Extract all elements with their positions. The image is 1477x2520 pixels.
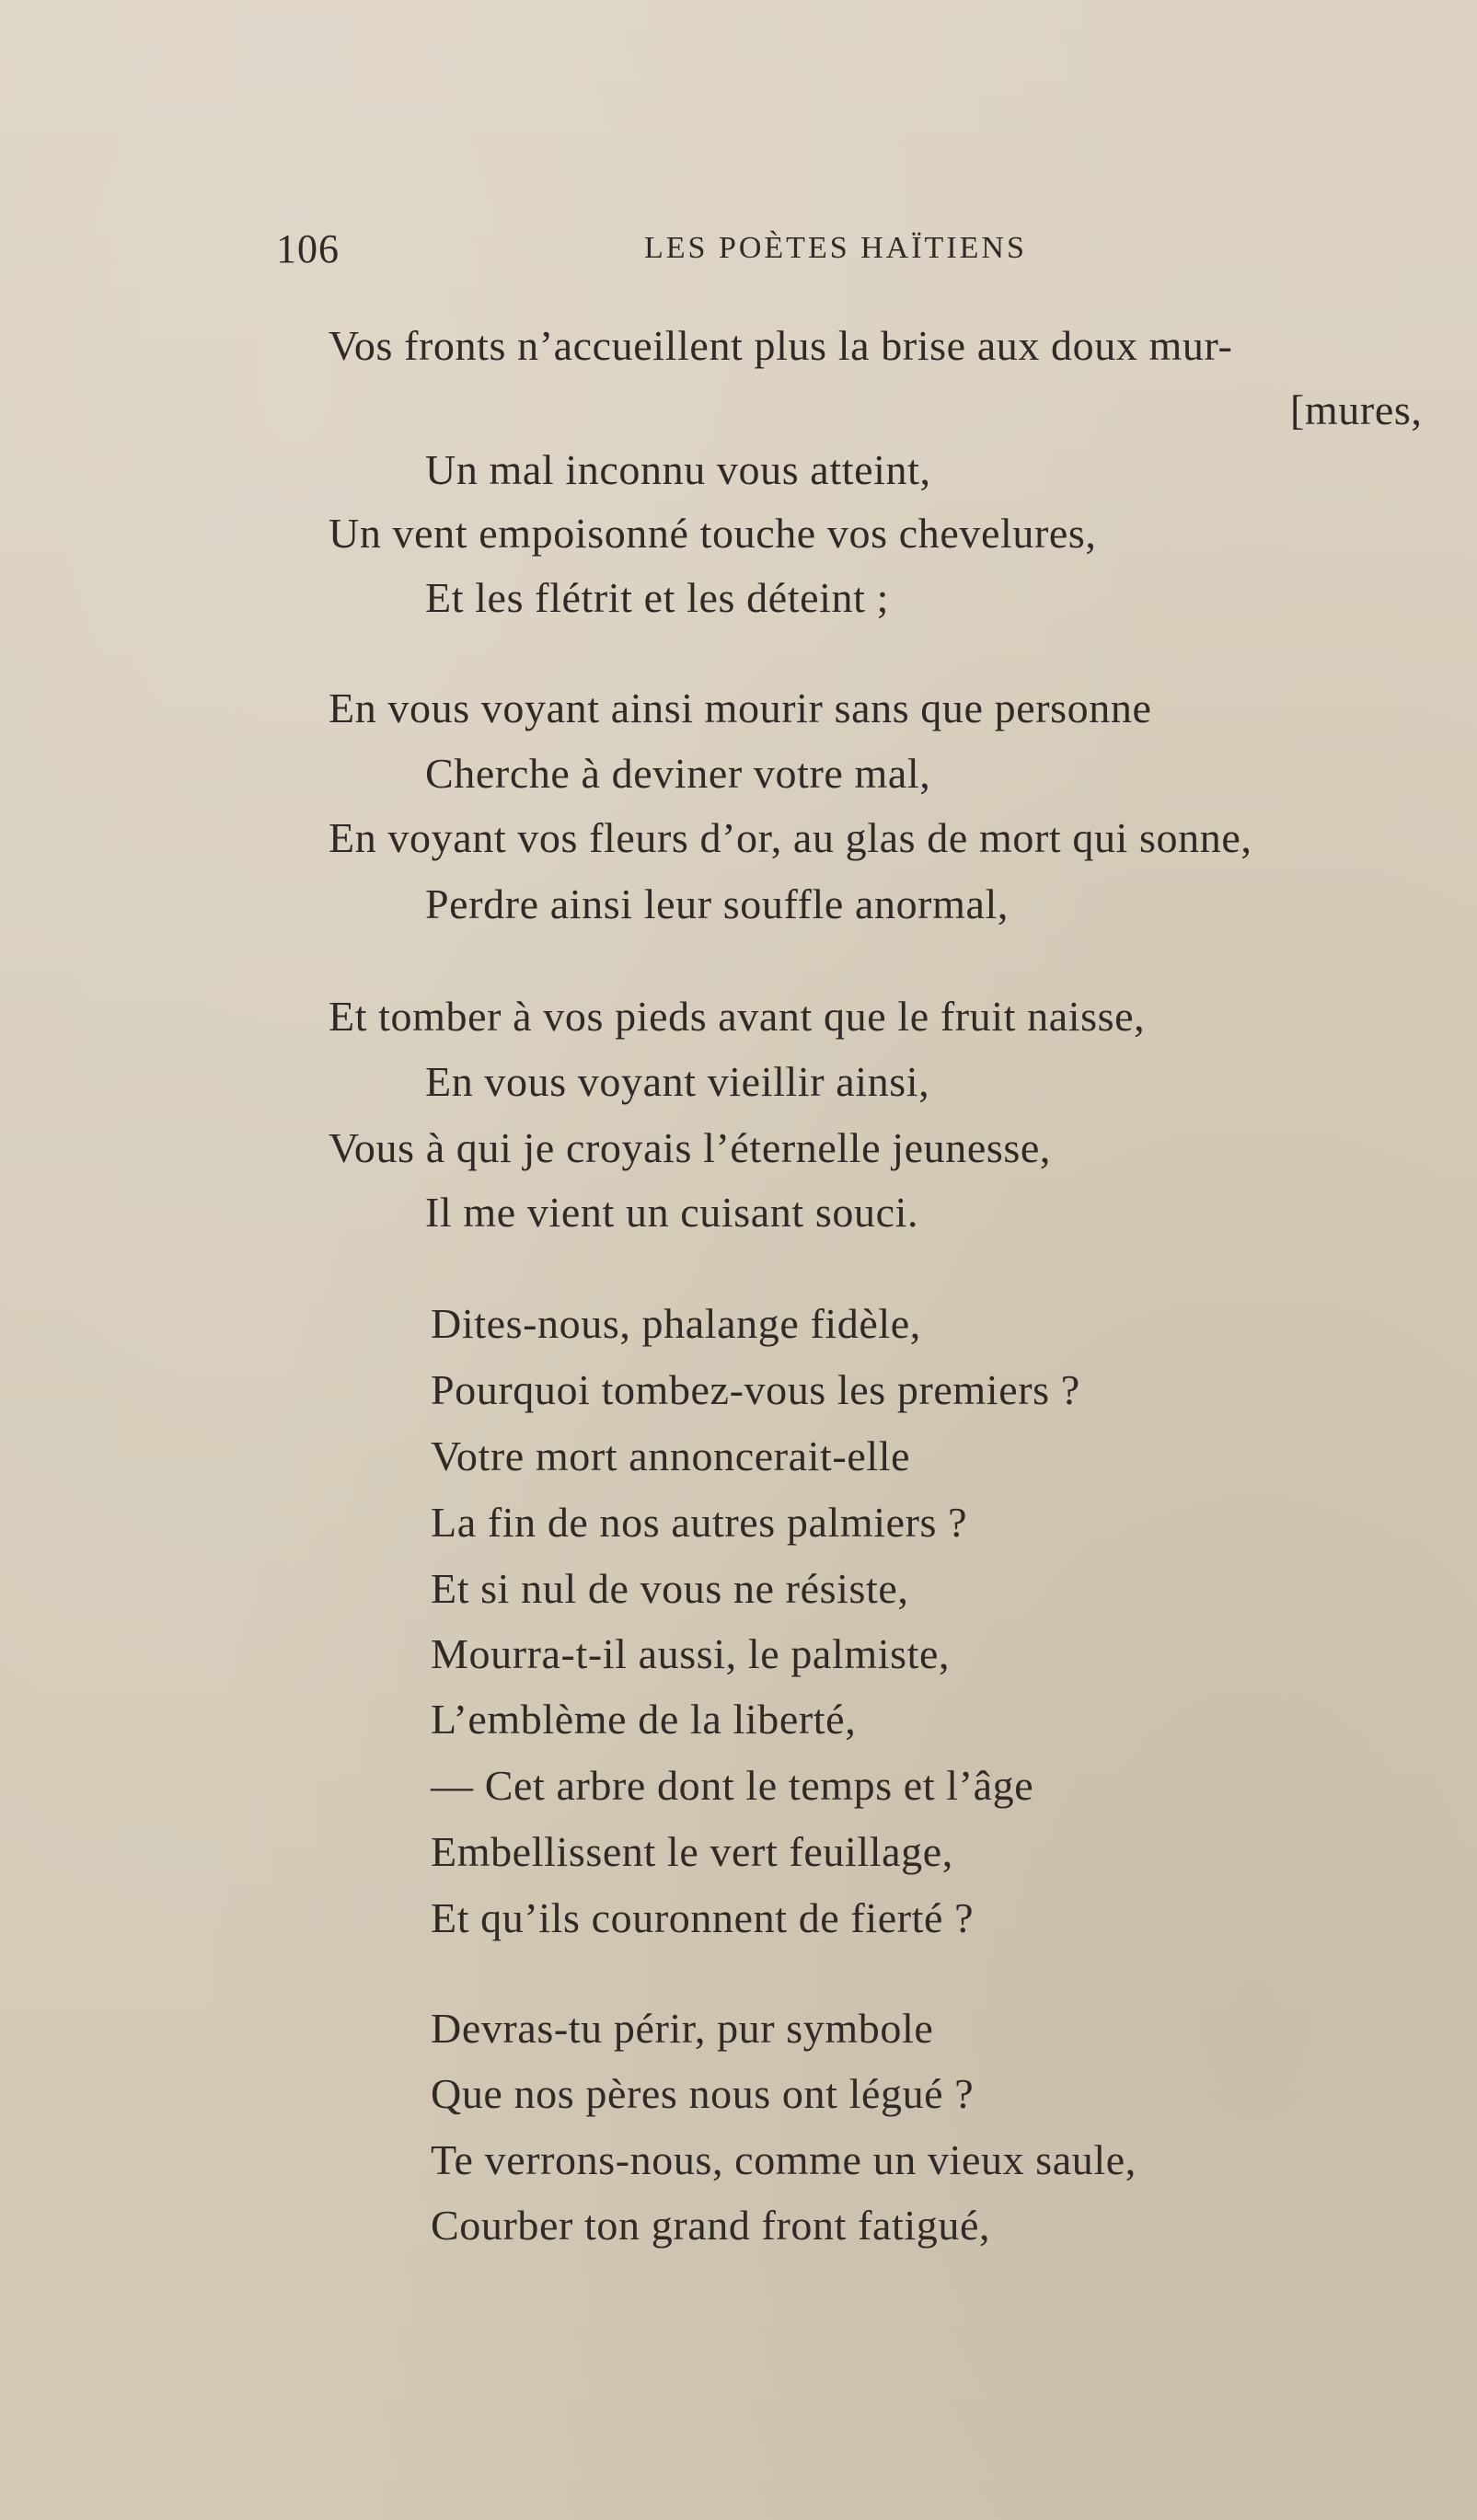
running-title: LES POÈTES HAÏTIENS — [644, 231, 1027, 265]
poem-line: Pourquoi tombez-vous les premiers ? — [431, 1366, 1080, 1413]
poem-line: Un mal inconnu vous atteint, — [425, 446, 931, 493]
poem-line: Un vent empoisonné touche vos chevelures, — [329, 510, 1097, 557]
poem-line: Et qu’ils couronnent de fierté ? — [431, 1894, 975, 1941]
poem-line: En voyant vos fleurs d’or, au glas de mort qui sonne, — [329, 814, 1252, 861]
page-number: 106 — [276, 226, 340, 271]
poem-line: Vous à qui je croyais l’éternelle jeunesse, — [329, 1124, 1051, 1171]
poem-line: Votre mort annoncerait-elle — [431, 1433, 911, 1479]
poem-line: Courber ton grand front fatigué, — [431, 2202, 991, 2249]
poem-line: Dites-nous, phalange fidèle, — [431, 1300, 921, 1347]
poem-line: Te verrons-nous, comme un vieux saule, — [431, 2136, 1137, 2183]
poem-line: Devras-tu périr, pur symbole — [431, 2005, 934, 2052]
poem-line: Embellissent le vert feuillage, — [431, 1828, 953, 1875]
poem-line: L’emblème de la liberté, — [431, 1696, 857, 1743]
poem-line: La fin de nos autres palmiers ? — [431, 1499, 968, 1546]
poem-line: — Cet arbre dont le temps et l’âge — [431, 1762, 1034, 1809]
poem-line: Il me vient un cuisant souci. — [425, 1189, 919, 1236]
poem-line: En vous voyant ainsi mourir sans que personne — [329, 685, 1152, 731]
poem-line: Et les flétrit et les déteint ; — [425, 574, 890, 621]
poem-line: Cherche à deviner votre mal, — [425, 750, 931, 797]
poem-line: Vos fronts n’accueillent plus la brise aux doux mur- — [329, 322, 1233, 369]
poem-line-continuation: [mures, — [1290, 386, 1423, 433]
poem-line: Et tomber à vos pieds avant que le fruit naisse, — [329, 993, 1146, 1040]
poem-line: Mourra-t-il aussi, le palmiste, — [431, 1630, 951, 1677]
poem-line: Et si nul de vous ne résiste, — [431, 1565, 909, 1612]
poem-line: Que nos pères nous ont légué ? — [431, 2070, 975, 2117]
poem-line: Perdre ainsi leur souffle anormal, — [425, 880, 1009, 927]
poem-line: En vous voyant vieillir ainsi, — [425, 1058, 930, 1105]
